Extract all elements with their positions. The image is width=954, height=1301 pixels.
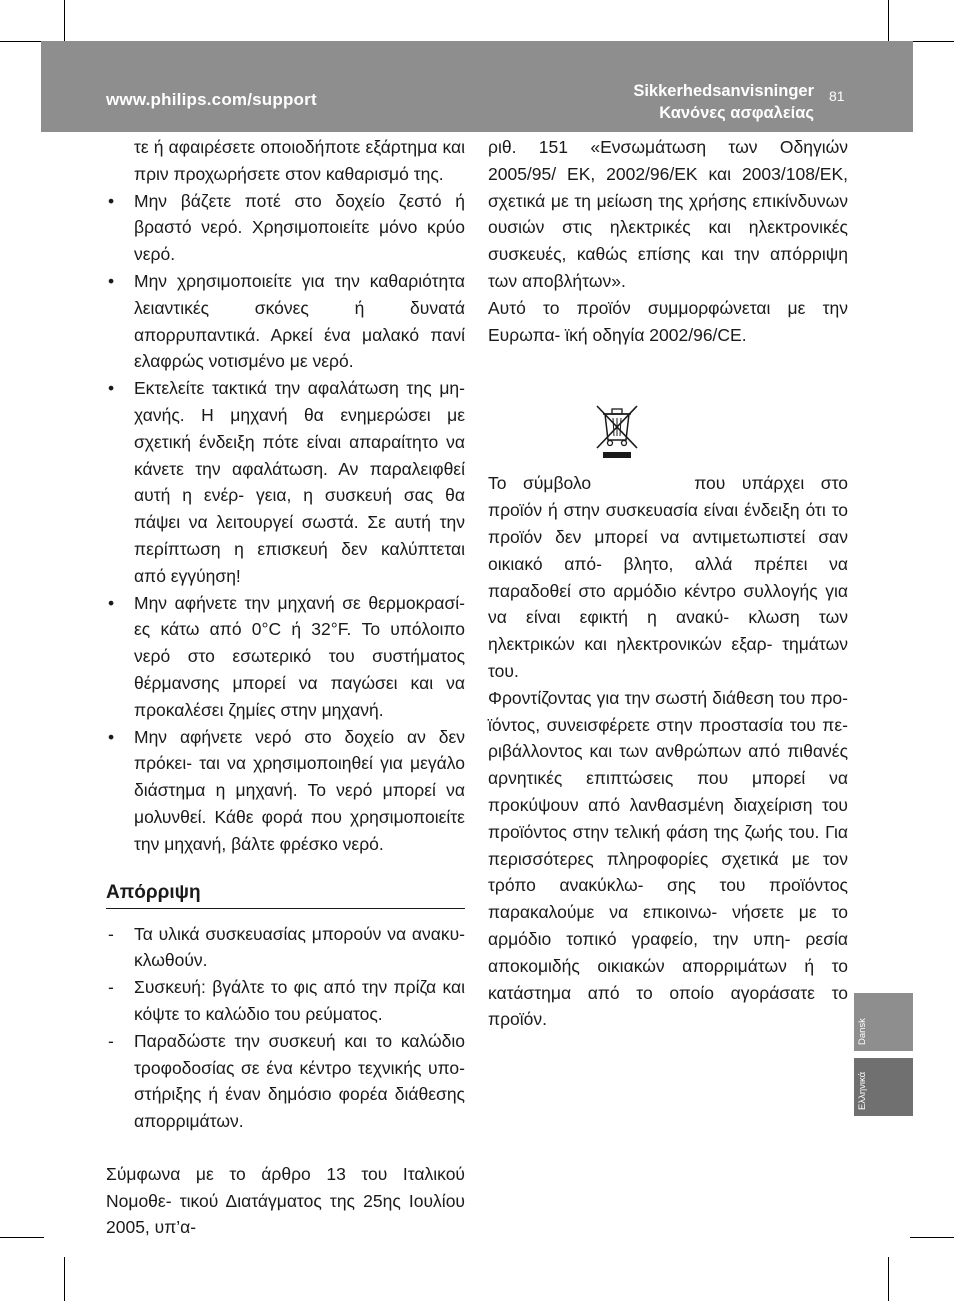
lang-tab-label: Dansk xyxy=(857,1018,868,1045)
symbol-prefix: Το σύμβολο xyxy=(488,473,592,494)
conformity-paragraph: Αυτό το προϊόν συμμορφώνεται με την Ευρωπα- ϊκή οδηγία 2002/96/CE. xyxy=(488,297,848,345)
right-column xyxy=(488,134,848,1033)
list-item: - Παραδώστε την συσκευή και το καλώδιο τροφοδοσίας σε ένα κέντρο τεχνικής υπο- στήριξης ή έναν δημόσιο φορέα διάθεσης απορριμάτων. xyxy=(106,1028,465,1135)
symbol-paragraph xyxy=(488,470,848,684)
crop-mark xyxy=(0,1237,44,1238)
crop-mark xyxy=(888,0,889,44)
symbol-text: που υπάρχει στο προϊόν ή στην συσκευασία είναι ένδειξη ότι το προϊόν δεν μπορεί να αντιμετωπιστεί σαν οικιακό από- βλητο, αλλά πρέπει να παραδοθεί στο αρμόδιο κέντρο συλλογής για να είναι εφικτή η ανακύ- κλωση των ηλεκτρικών και ηλεκτρονικών εξαρ- τημάτων του. xyxy=(488,473,848,681)
safety-bullet-list xyxy=(106,188,465,858)
symbol-block xyxy=(488,470,848,684)
lang-tab-greek[interactable] xyxy=(854,1058,913,1116)
list-item: • Μην χρησιμοποιείτε για την καθαριότητα λειαντικές σκόνες ή δυνατά απορρυπαντικά. Αρκεί ένα μαλακό πανί ελαφρώς νοτισμένο με νερό. xyxy=(106,268,465,375)
support-url[interactable]: www.philips.com/support xyxy=(106,90,317,109)
list-item: - Συσκευή: βγάλτε το φις από την πρίζα και κόψτε το καλώδιο του ρεύματος. xyxy=(106,974,465,1028)
legal-closing-paragraph: Σύμφωνα με το άρθρο 13 του Ιταλικού Νομοθε- τικού Διατάγματος της 25ης Ιουλίου 2005, υπ’α- xyxy=(106,1163,465,1238)
crossed-out-wheelie-bin-icon xyxy=(593,402,641,458)
list-item: - Τα υλικά συσκευασίας μπορούν να ανακυ- κλωθούν. xyxy=(106,921,465,975)
crop-mark xyxy=(910,1237,954,1238)
header-title-greek: Κανόνες ασφαλείας xyxy=(659,104,814,122)
header-titles xyxy=(633,80,814,124)
list-item: • Εκτελείτε τακτικά την αφαλάτωση της μη- χανής. Η μηχανή θα ενημερώσει με σχετική ένδειξη πότε είναι απαραίτητο να κάνετε την αφαλάτωση. Αν παραλειφθεί αυτή η ενέρ- γεια, η συσκευή σας θα πάψει να λειτουργεί σωστά. Σε αυτή την περίπτωση η επισκευή δεν καλύπτεται από εγγύηση! xyxy=(106,375,465,589)
list-item: • Μην αφήνετε νερό στο δοχείο αν δεν πρόκει- ται να χρησιμοποιηθεί για μεγάλο διάστημα η μηχανή. Το νερό μπορεί να μολυνθεί. Κάθε φορά που χρησιμοποιείτε την μηχανή, βάλτε φρέσκο νερό. xyxy=(106,724,465,858)
list-item: • Μην αφήνετε την μηχανή σε θερμοκρασί- ες κάτω από 0°C ή 32°F. Το υπόλοιπο νερό στο εσωτερικό του συστήματος θέρμανσης μπορεί να παγώσει και να προκαλέσει ζημίες στην μηχανή. xyxy=(106,590,465,724)
disposal-dash-list xyxy=(106,921,465,1135)
directive-paragraph: ριθ. 151 «Ενσωμάτωση των Οδηγιών 2005/95/ ΕΚ, 2002/96/ΕΚ και 2003/108/ΕΚ, σχετικά με τη μείωση της χρήσης επικίνδυνων ουσιών στις ηλεκτρικές και ηλεκτρονικές συσκευές, καθώς επίσης και την απόρριψη των αποβλήτων». xyxy=(488,137,848,291)
crop-mark xyxy=(910,41,954,42)
list-item: • Μην βάζετε ποτέ στο δοχείο ζεστό ή βραστό νερό. Χρησιμοποιείτε μόνο κρύο νερό. xyxy=(106,188,465,268)
left-column xyxy=(106,134,465,1241)
crop-mark xyxy=(64,1257,65,1301)
page-number: 81 xyxy=(829,88,845,104)
crop-mark xyxy=(888,1257,889,1301)
crop-mark xyxy=(64,0,65,44)
lang-tab-label: Ελληνικά xyxy=(857,1071,868,1110)
care-paragraph: Φροντίζοντας για την σωστή διάθεση του προ- ϊόντος, συνεισφέρετε στην προστασία του πε- ριβάλλοντος και των ανθρώπων από πιθανές αρνητικές επιπτώσεις που μπορεί να προκύψουν από λανθασμένη διαχείριση του προϊόντος στην τελική φάση της ζωής του. Για περισσότερες πληροφορίες σχετικά με τον τρόπο ανακύκλω- σης του προϊόντος παρακαλούμε να επικοινω- νήσετε με το αρμόδιο τοπικό γραφείο, την υπη- ρεσία αποκομιδής οικιακών απορριμάτων ή το κατάστημα από το οποίο αγοράσατε το προϊόν. xyxy=(488,687,848,1030)
lang-tab-dansk[interactable] xyxy=(854,993,913,1051)
intro-continuation: τε ή αφαιρέσετε οποιοδήποτε εξάρτημα και πριν προχωρήσετε στον καθαρισμό της. xyxy=(134,137,465,184)
section-heading-disposal: Απόρριψη xyxy=(106,880,465,909)
crop-mark xyxy=(0,41,44,42)
header-title-danish: Sikkerhedsanvisninger xyxy=(633,82,814,100)
spacer xyxy=(106,1135,465,1161)
